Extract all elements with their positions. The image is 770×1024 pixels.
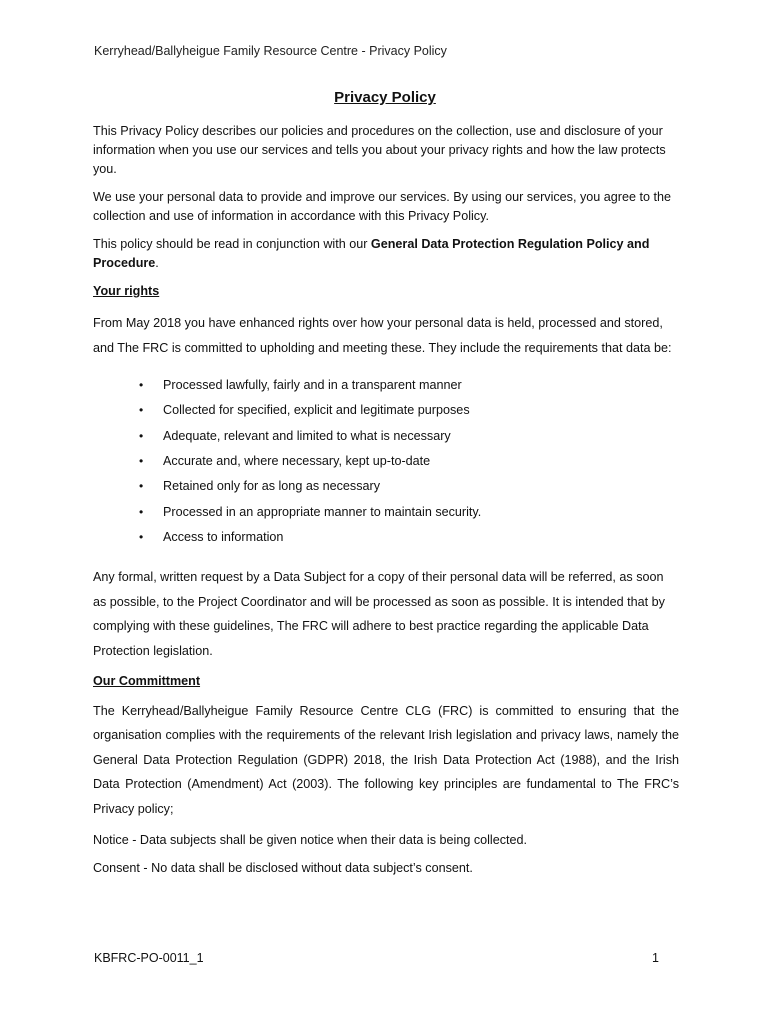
page-header: Kerryhead/Ballyheigue Family Resource Centre - Privacy Policy	[94, 44, 447, 58]
intro-paragraph-1: This Privacy Policy describes our policies and procedures on the collection, use and disclosure of your information when you use our services and tells you about your privacy rights and how the law protects you.	[93, 124, 666, 176]
bullet-icon: •	[139, 529, 144, 544]
list-item: • Accurate and, where necessary, kept up-to-date	[163, 449, 679, 474]
rights-list	[93, 373, 679, 550]
consent-principle: Consent - No data shall be disclosed without data subject’s consent.	[93, 860, 473, 875]
notice-principle: Notice - Data subjects shall be given notice when their data is being collected.	[93, 832, 528, 847]
intro-p3-end: .	[155, 256, 159, 270]
commitment-paragraph: The Kerryhead/Ballyheigue Family Resource Centre CLG (FRC) is committed to ensuring that the organisation complies with the requirements of the relevant Irish legislation and privacy laws, namely the General Data Protection Regulation (GDPR) 2018, the Irish Data Protection Act (1988), and the Irish Data Protection (Amendment) Act (2003). The following key principles are fundamental to The FRC’s Privacy policy;	[93, 703, 679, 817]
page-number: 1	[652, 951, 659, 965]
document-body	[93, 122, 679, 887]
bullet-icon: •	[139, 378, 144, 393]
data-request-paragraph: Any formal, written request by a Data Subject for a copy of their personal data will be referred, as soon as possible, to the Project Coordinator and will be processed as soon as possible. It is intended that by complying with these guidelines, The FRC will adhere to best practice regarding the applicable Data Protection legislation.	[93, 570, 665, 659]
bullet-icon: •	[139, 504, 144, 519]
intro-paragraph-2: We use your personal data to provide and improve our services. By using our services, you agree to the collection and use of information in accordance with this Privacy Policy.	[93, 190, 671, 223]
list-item: • Processed lawfully, fairly and in a transparent manner	[163, 373, 679, 398]
our-commitment-heading: Our Committment	[93, 673, 201, 688]
gdpr-policy-reference: General Data Protection Regulation Policy and Procedure	[93, 237, 650, 270]
rights-intro-paragraph: From May 2018 you have enhanced rights over how your personal data is held, processed and stored, and The FRC is committed to upholding and meeting these. They include the requirements that data be:	[93, 316, 672, 355]
list-item: • Collected for specified, explicit and legitimate purposes	[163, 398, 679, 423]
list-item: • Adequate, relevant and limited to what is necessary	[163, 424, 679, 449]
bullet-icon: •	[139, 454, 144, 469]
list-item: • Access to information	[163, 525, 679, 550]
document-code: KBFRC-PO-0011_1	[94, 951, 204, 965]
list-item: • Retained only for as long as necessary	[163, 474, 679, 499]
bullet-icon: •	[139, 403, 144, 418]
your-rights-heading: Your rights	[93, 284, 160, 298]
page-title: Privacy Policy	[334, 89, 436, 106]
bullet-icon: •	[139, 428, 144, 443]
intro-p3-text: This policy should be read in conjunction with our	[93, 237, 371, 251]
list-item: • Processed in an appropriate manner to maintain security.	[163, 500, 679, 525]
intro-paragraph-3	[93, 235, 679, 273]
bullet-icon: •	[139, 479, 144, 494]
